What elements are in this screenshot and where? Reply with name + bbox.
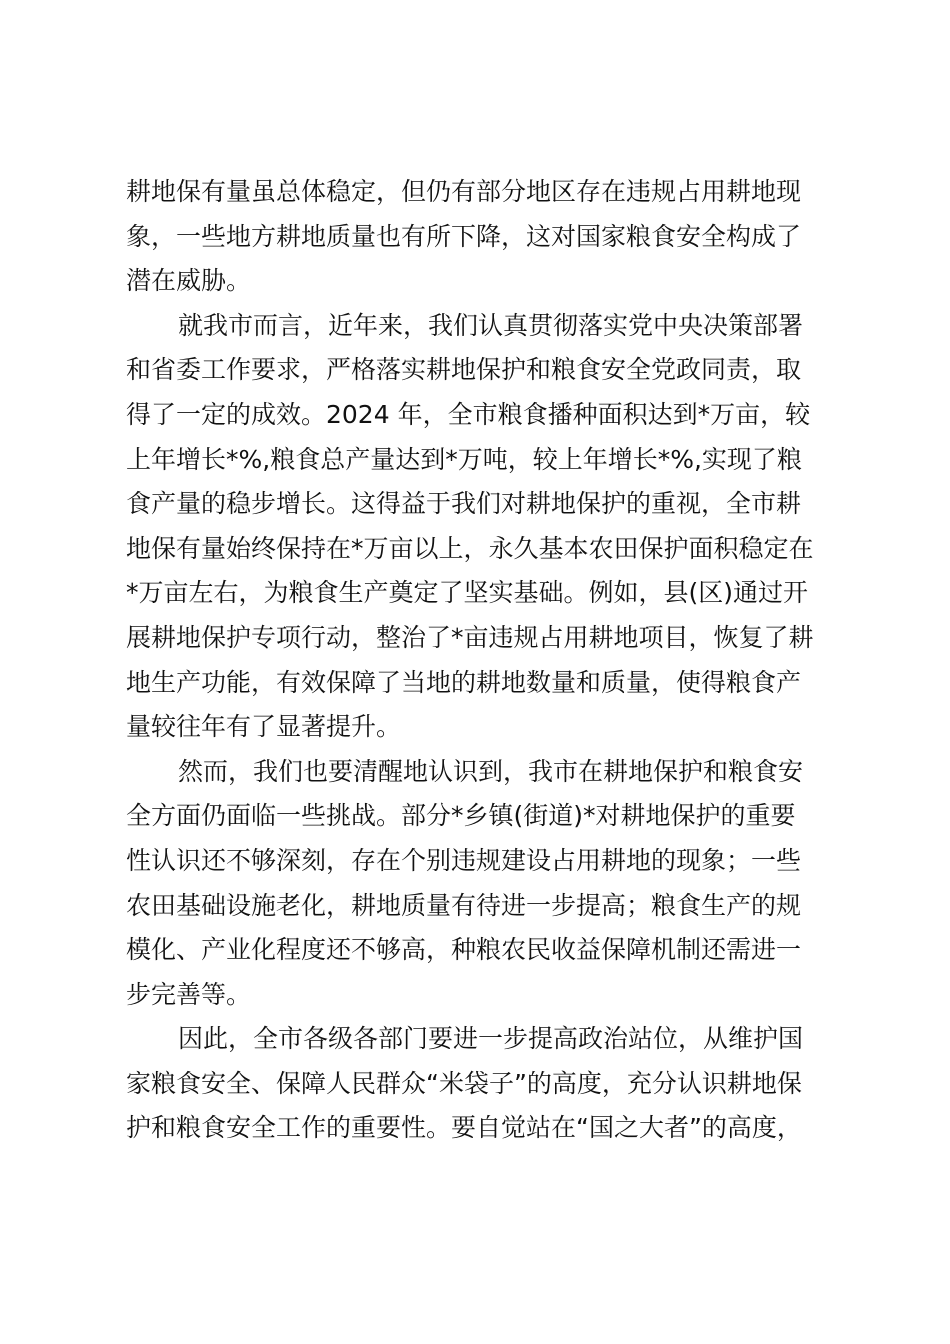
text-line: 上年增长*%,粮食总产量达到*万吨，较上年增长*%,实现了粮 <box>126 444 802 474</box>
text-line: 模化、产业化程度还不够高，种粮农民收益保障机制还需进一 <box>126 935 802 965</box>
text-line: 性认识还不够深刻，存在个别违规建设占用耕地的现象；一些 <box>126 845 802 875</box>
text-line: 和省委工作要求，严格落实耕地保护和粮食安全党政同责，取 <box>126 355 802 385</box>
text-line: 护和粮食安全工作的重要性。要自觉站在“国之大者”的高度， <box>126 1113 802 1143</box>
text-line: 量较往年有了显著提升。 <box>126 712 402 742</box>
paragraph-2 <box>126 304 830 750</box>
paragraph-3 <box>126 750 830 1018</box>
text-line: 得了一定的成效。2024 年，全市粮食播种面积达到*万亩，较 <box>126 399 811 429</box>
text-line: 地生产功能，有效保障了当地的耕地数量和质量，使得粮食产 <box>126 667 802 697</box>
text-line: 耕地保有量虽总体稳定，但仍有部分地区存在违规占用耕地现 <box>126 177 802 206</box>
text-line: 全方面仍面临一些挑战。部分*乡镇(街道)*对耕地保护的重要 <box>126 801 796 831</box>
text-line: 因此，全市各级各部门要进一步提高政治站位，从维护国 <box>178 1024 804 1054</box>
paragraph-4 <box>126 1017 830 1151</box>
text-line: 然而，我们也要清醒地认识到，我市在耕地保护和粮食安 <box>178 756 804 786</box>
text-line: 农田基础设施老化，耕地质量有待进一步提高；粮食生产的规 <box>126 890 802 920</box>
text-line: *万亩左右，为粮食生产奠定了坚实基础。例如，县(区)通过开 <box>126 578 809 608</box>
text-line: 步完善等。 <box>126 979 252 1009</box>
text-line: 地保有量始终保持在*万亩以上，永久基本农田保护面积稳定在 <box>126 533 814 563</box>
paragraph-1 <box>126 170 830 304</box>
text-line: 就我市而言，近年来，我们认真贯彻落实党中央决策部署 <box>178 310 804 340</box>
text-line: 象，一些地方耕地质量也有所下降，这对国家粮食安全构成了 <box>126 221 802 251</box>
text-line: 潜在威胁。 <box>126 266 252 296</box>
text-line: 食产量的稳步增长。这得益于我们对耕地保护的重视，全市耕 <box>126 489 802 519</box>
text-line: 展耕地保护专项行动，整治了*亩违规占用耕地项目，恢复了耕 <box>126 622 814 652</box>
body-text <box>126 170 830 1151</box>
text-line: 家粮食安全、保障人民群众“米袋子”的高度，充分认识耕地保 <box>126 1068 802 1098</box>
